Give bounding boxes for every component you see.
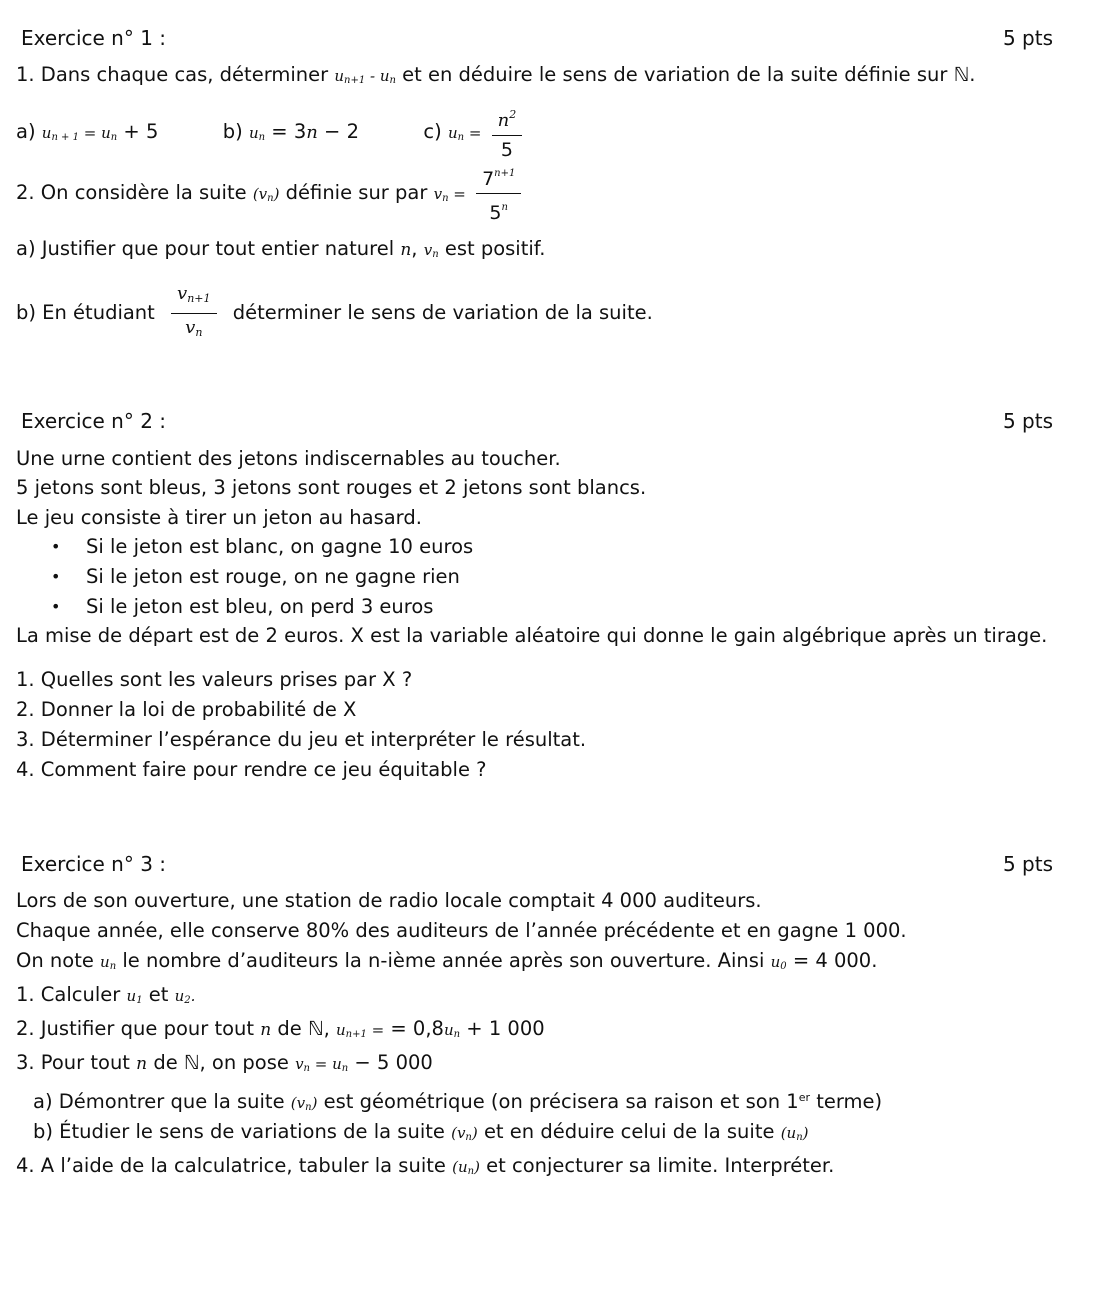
ex2-question-2: 2. Donner la loi de probabilité de X bbox=[16, 698, 357, 721]
ex2-line-3: Le jeu consiste à tirer un jeton au hasard. bbox=[16, 506, 422, 529]
ex3-question-3b: b) Étudier le sens de variations de la suite $(v_n)$ et en déduire celui de la suite $(u_n)$ bbox=[33, 1120, 809, 1143]
bullet-icon: • bbox=[51, 597, 61, 616]
fraction-vn1-over-vn: $\frac{v_{n+1}}{v_n}$ bbox=[171, 283, 216, 344]
ex2-line-1: Une urne contient des jetons indiscernables au toucher. bbox=[16, 447, 561, 470]
ex2-line-2: 5 jetons sont bleus, 3 jetons sont rouges et 2 jetons sont blancs. bbox=[16, 476, 647, 499]
ex3-line-1: Lors de son ouverture, une station de radio locale comptait 4 000 auditeurs. bbox=[16, 889, 762, 912]
ex3-question-1: 1. Calculer $u_1$ et $u_2$. bbox=[16, 983, 196, 1006]
ex3-line-3: On note $u_n$ le nombre d’auditeurs la n-ième année après son ouverture. Ainsi $u_0 = 4$ 000. bbox=[16, 949, 878, 972]
ex3-line-2: Chaque année, elle conserve 80% des auditeurs de l’année précédente et en gagne 1 000. bbox=[16, 919, 907, 942]
ex2-question-1: 1. Quelles sont les valeurs prises par X ? bbox=[16, 668, 413, 691]
ex3-question-3: 3. Pour tout n de ℕ, on pose $v_n = u_n - 5$ 000 bbox=[16, 1051, 433, 1074]
exercise-3-title: Exercice n° 3 : bbox=[21, 852, 167, 876]
exercise-2-points: 5 pts bbox=[1002, 409, 1053, 433]
exercise-1-title: Exercice n° 1 : bbox=[21, 26, 167, 50]
bullet-icon: • bbox=[51, 567, 61, 586]
ex2-question-3: 3. Déterminer l’espérance du jeu et interpréter le résultat. bbox=[16, 728, 587, 751]
ex1-question-1-cases: a) $u_{n + 1} = u_n + 5$ b) $u_n = 3n - 2$ c) $u_n$ = $\frac{n^2}{5}$ bbox=[16, 104, 526, 163]
ex1-question-1: 1. Dans chaque cas, déterminer $u_{n+1} - u_n$ et en déduire le sens de variation de la suite définie sur ℕ. bbox=[16, 63, 976, 86]
ex3-question-2: 2. Justifier que pour tout n de ℕ, $u_{n+1}$ = = $0,8u_n + 1$ 000 bbox=[16, 1017, 545, 1040]
fraction-n2-over-5: $\frac{n^2}{5}$ bbox=[492, 104, 523, 161]
ex2-bullet-3: Si le jeton est bleu, on perd 3 euros bbox=[86, 595, 434, 618]
ex1-question-2b: b) En étudiant $\frac{v_{n+1}}{v_n}$ déterminer le sens de variation de la suite. bbox=[16, 283, 653, 344]
exercise-3-points: 5 pts bbox=[1002, 852, 1053, 876]
ex2-rules: La mise de départ est de 2 euros. X est la variable aléatoire qui donne le gain algébrique après un tirage. bbox=[16, 624, 1048, 647]
ex2-question-4: 4. Comment faire pour rendre ce jeu équitable ? bbox=[16, 758, 487, 781]
fraction-7n1-over-5n: $\frac{7^{n+1}}{5^n}$ bbox=[476, 163, 521, 224]
exercise-1-points: 5 pts bbox=[1002, 26, 1053, 50]
ex2-bullet-2: Si le jeton est rouge, on ne gagne rien bbox=[86, 565, 460, 588]
ex1-question-2a: a) Justifier que pour tout entier naturel n, $v_n$ est positif. bbox=[16, 237, 546, 260]
exercise-2-title: Exercice n° 2 : bbox=[21, 409, 167, 433]
ex1-question-2: 2. On considère la suite $(v_n)$ définie sur par $v_n$ = $\frac{7^{n+1}}{5^n}$ bbox=[16, 163, 525, 225]
ex3-question-3a: a) Démontrer que la suite $(v_n)$ est géométrique (on précisera sa raison et son 1er terme) bbox=[33, 1090, 883, 1113]
formula-un1-minus-un: $u_{n+1} - u_n$ bbox=[334, 67, 396, 86]
ex3-question-4: 4. A l’aide de la calculatrice, tabuler la suite $(u_n)$ et conjecturer sa limite. Interpréter. bbox=[16, 1154, 835, 1177]
bullet-icon: • bbox=[51, 537, 61, 556]
ex2-bullet-1: Si le jeton est blanc, on gagne 10 euros bbox=[86, 535, 474, 558]
